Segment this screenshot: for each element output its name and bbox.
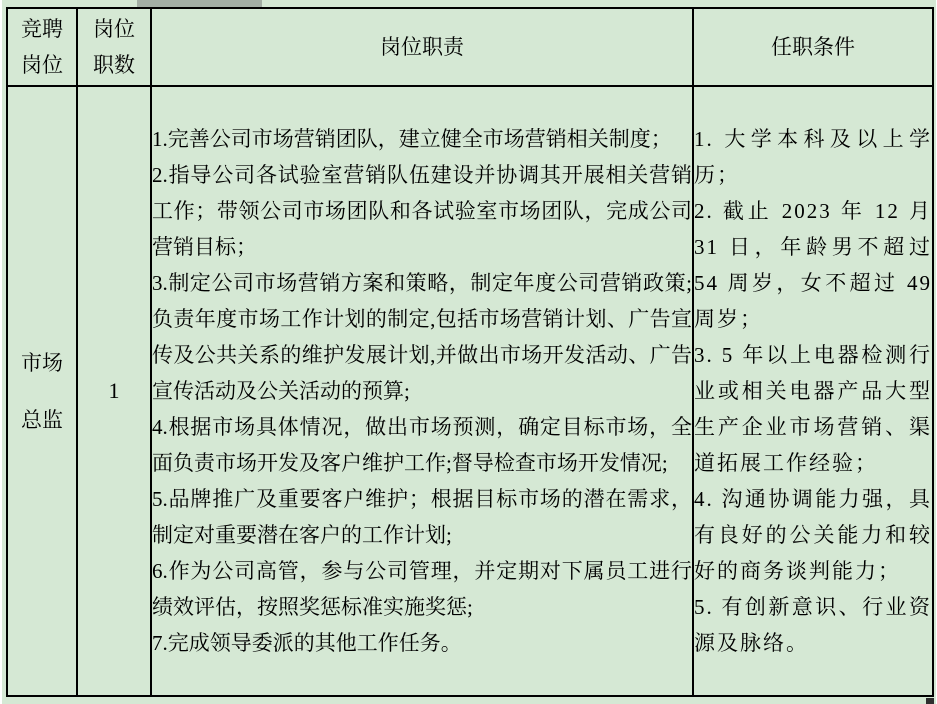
header-cell-headcount	[77, 8, 151, 86]
headcount-value: 1	[108, 378, 120, 403]
recruitment-table	[6, 7, 934, 697]
table-resize-handle	[926, 698, 934, 704]
qualification-item-5: 5. 有创新意识、行业资源及脉络。	[694, 595, 932, 655]
position-name-line1: 市场	[21, 350, 63, 375]
header-headcount-line2: 职数	[93, 53, 135, 77]
cell-headcount	[77, 86, 151, 696]
top-edge-artifact	[137, 0, 262, 7]
qualification-item-1: 1. 大学本科及以上学历；	[694, 127, 932, 187]
duty-item-7: 7.完成领导委派的其他工作任务。	[152, 631, 462, 655]
position-name-line2: 总监	[21, 407, 63, 432]
header-position-line2: 岗位	[21, 53, 63, 77]
cell-qualifications	[693, 86, 933, 696]
duty-item-3: 3.制定公司市场营销方案和策略，制定年度公司营销政策;负责年度市场工作计划的制定,包括市场营销计划、广告宣传及公共关系的维护发展计划,并做出市场开发活动、广告宣传活动及公关活动的预算;	[152, 271, 692, 403]
table-header-row	[7, 8, 933, 86]
header-headcount-line1: 岗位	[93, 17, 135, 41]
duty-item-5: 5.品牌推广及重要客户维护；根据目标市场的潜在需求，制定对重要潜在客户的工作计划;	[152, 487, 692, 547]
duty-item-1: 1.完善公司市场营销团队，建立健全市场营销相关制度；	[152, 127, 672, 151]
header-cell-qualifications	[693, 8, 933, 86]
position-line-gap	[8, 381, 76, 402]
qualification-item-3: 3. 5 年以上电器检测行业或相关电器产品大型生产企业市场营销、渠道拓展工作经验；	[694, 343, 932, 475]
cell-position	[7, 86, 77, 696]
table-data-row	[7, 86, 933, 696]
qualification-item-4: 4. 沟通协调能力强，具有良好的公关能力和较好的商务谈判能力；	[694, 487, 932, 583]
cell-duties	[151, 86, 693, 696]
header-cell-position	[7, 8, 77, 86]
duty-item-4: 4.根据市场具体情况，做出市场预测，确定目标市场，全面负责市场开发及客户维护工作;督导检查市场开发情况;	[152, 415, 692, 475]
qualification-item-2: 2. 截止 2023 年 12 月 31 日，年龄男不超过 54 周岁，女不超过 49 周岁；	[694, 199, 932, 331]
header-duties-label: 岗位职责	[380, 35, 464, 59]
header-qualifications-label: 任职条件	[771, 35, 855, 59]
header-position-line1: 竞聘	[21, 17, 63, 41]
header-cell-duties	[151, 8, 693, 86]
duty-item-2: 2.指导公司各试验室营销队伍建设并协调其开展相关营销工作；带领公司市场团队和各试验室市场团队，完成公司营销目标；	[152, 163, 692, 259]
duty-item-6: 6.作为公司高管，参与公司管理，并定期对下属员工进行绩效评估，按照奖惩标准实施奖惩;	[152, 559, 692, 619]
